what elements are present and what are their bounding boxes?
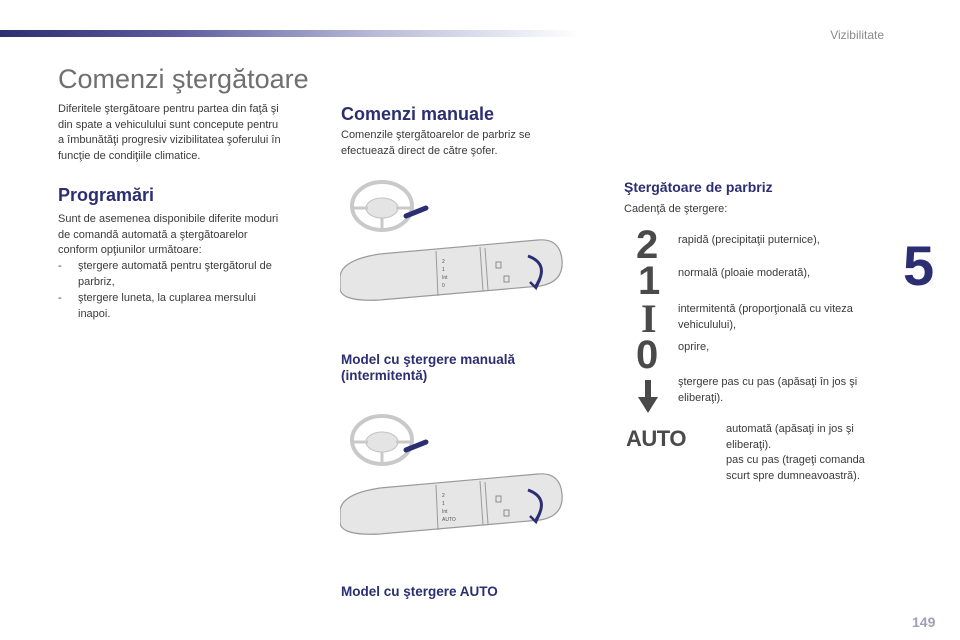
header-accent-bar xyxy=(0,30,580,37)
intro-line: Diferitele ştergătoare pentru partea din faţă şi xyxy=(58,103,279,115)
legend-item-0 xyxy=(678,340,709,356)
stalk-label: 1 xyxy=(442,501,445,507)
wiper-stalk xyxy=(340,474,562,534)
bullet-dash: - xyxy=(58,260,62,272)
legend-line: automată (apăsaţi in jos şi xyxy=(726,423,854,435)
page-title: Comenzi ştergătoare xyxy=(58,64,309,94)
stalk-label: 2 xyxy=(442,493,445,499)
legend-line: eliberaţi). xyxy=(678,391,724,404)
programari-paragraph xyxy=(58,212,328,259)
stalk-label: 0 xyxy=(442,283,445,289)
auto-icon-text: AUTO xyxy=(626,426,686,451)
wiper-stalk-illustration-auto xyxy=(340,412,570,552)
intro-line: din spate a vehiculului sunt concepute pentru xyxy=(58,118,279,131)
legend-line: eliberaţi). xyxy=(726,438,772,451)
legend-item-1 xyxy=(678,266,810,282)
legend-line: scurt spre dumneavoastră). xyxy=(726,469,860,482)
legend-line: vehiculului), xyxy=(678,318,737,331)
model-intermittent-heading xyxy=(341,352,515,384)
stop-0-icon: 0 xyxy=(636,333,659,377)
bullet-line: ştergere luneta, la cuplarea mersului xyxy=(78,292,256,304)
intro-line: a îmbunătăţi progresiv vizibilitatea şoferului în xyxy=(58,134,281,146)
legend-line: intermitentă (proporţională cu viteza xyxy=(678,303,853,315)
manual-line: Comenzile ştergătoarelor de parbriz se xyxy=(341,129,531,141)
programari-line: Sunt de asemenea disponibile diferite moduri xyxy=(58,213,279,225)
legend-item-auto xyxy=(726,422,865,484)
intermittent-icon: I xyxy=(641,296,657,341)
model-auto-heading: Model cu ştergere AUTO xyxy=(341,584,498,599)
steering-wheel-icon xyxy=(352,416,412,464)
wiper-stalk xyxy=(340,240,562,300)
model-intermittent-line: (intermitentă) xyxy=(341,368,428,383)
section-label: Vizibilitate xyxy=(830,28,884,42)
manual-heading: Comenzi manuale xyxy=(341,104,495,124)
steering-wheel-icon xyxy=(352,182,412,230)
legend-item-intermittent xyxy=(678,302,853,333)
speed-1-icon: 1 xyxy=(638,259,661,303)
page-number: 149 xyxy=(912,614,936,630)
arrow-down-icon xyxy=(638,380,658,414)
bullet-line: parbriz, xyxy=(78,275,115,288)
intro-paragraph xyxy=(58,102,328,164)
legend-line: ştergere pas cu pas (apăsaţi în jos şi xyxy=(678,376,858,388)
legend-line: normală (ploaie moderată), xyxy=(678,267,811,279)
bullet-text xyxy=(78,291,313,322)
bullet-dash: - xyxy=(58,292,62,304)
model-intermittent-line: Model cu ştergere manuală xyxy=(341,352,516,367)
parbriz-heading: Ştergătoare de parbriz xyxy=(624,179,773,195)
speed-2-icon: 2 xyxy=(636,223,659,267)
chapter-number: 5 xyxy=(903,234,935,297)
parbriz-subtitle: Cadenţă de ştergere: xyxy=(624,203,728,215)
wiper-stalk-illustration-intermittent xyxy=(340,178,570,318)
stalk-label: 1 xyxy=(442,267,445,273)
programari-line: conform opţiunilor următoare: xyxy=(58,244,202,256)
stalk-label: Int xyxy=(442,509,448,515)
bullet-text xyxy=(78,259,313,290)
legend-line: oprire, xyxy=(678,341,710,353)
legend-item-2 xyxy=(678,233,820,249)
programari-heading: Programări xyxy=(58,185,155,205)
legend-line: rapidă (precipitaţii puternice), xyxy=(678,234,820,246)
auto-icon xyxy=(626,426,688,452)
stalk-label: 2 xyxy=(442,259,445,265)
legend-line: pas cu pas (trageţi comanda xyxy=(726,454,865,466)
stalk-label: AUTO xyxy=(442,517,456,523)
manual-line: efectuează direct de către şofer. xyxy=(341,144,498,157)
intro-line: funcţie de condiţiile climatice. xyxy=(58,149,201,162)
stalk-label: Int xyxy=(442,275,448,281)
bullet-line: ştergere automată pentru ştergătorul de xyxy=(78,260,272,272)
programari-line: de comandă automată a ştergătoarelor xyxy=(58,228,248,241)
bullet-line: inapoi. xyxy=(78,307,111,320)
legend-item-step xyxy=(678,375,857,406)
manual-paragraph xyxy=(341,128,581,159)
